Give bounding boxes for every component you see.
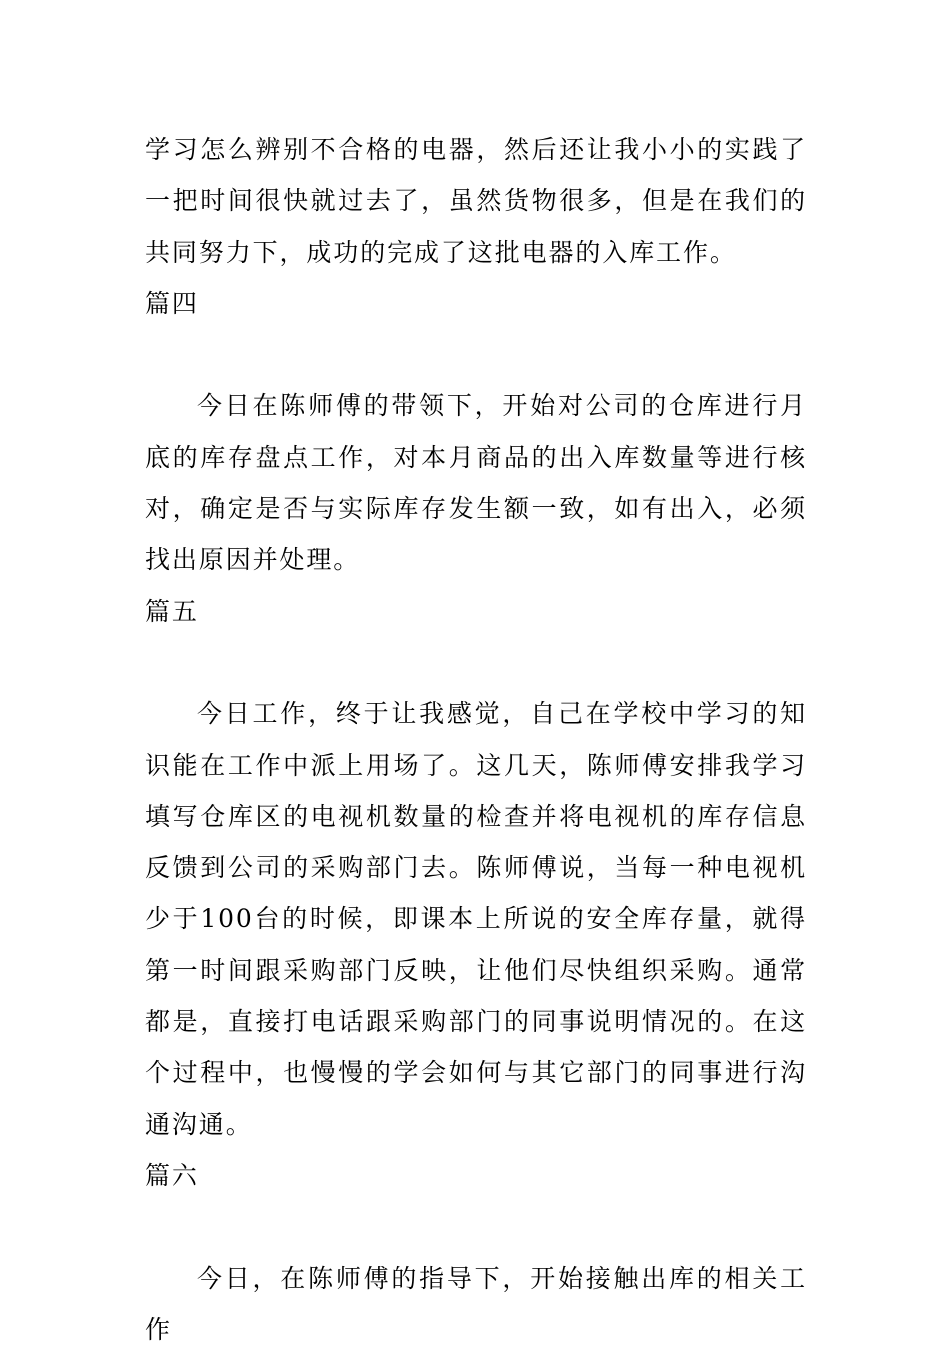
paragraph-section-4: 今日在陈师傅的带领下，开始对公司的仓库进行月底的库存盘点工作，对本月商品的出入库数量等进行核对，确定是否与实际库存发生额一致，如有出入，必须找出原因并处理。: [145, 391, 807, 575]
paragraph-section-5: 今日工作，终于让我感觉，自己在学校中学习的知识能在工作中派上用场了。这几天，陈师傅安排我学习填写仓库区的电视机数量的检查并将电视机的库存信息反馈到公司的采购部门去。陈师傅说，当每一种电视机少于100台的时候，即课本上所说的安全库存量，就得第一时间跟采购部门反映，让他们尽快组织采购。通常都是，直接打电话跟采购部门的同事说明情况的。在这个过程中，也慢慢的学会如何与其它部门的同事进行沟通沟通。: [145, 699, 807, 1139]
document-body: [145, 124, 807, 1355]
blank-line: [145, 329, 807, 380]
blank-line: [145, 1201, 807, 1252]
section-heading-6: 篇六: [145, 1160, 199, 1190]
paragraph-intro: 学习怎么辨别不合格的电器，然后还让我小小的实践了一把时间很快就过去了，虽然货物很多，但是在我们的共同努力下，成功的完成了这批电器的入库工作。: [145, 135, 807, 267]
section-heading-5: 篇五: [145, 596, 199, 626]
blank-line: [145, 637, 807, 688]
section-heading-4: 篇四: [145, 288, 199, 318]
paragraph-section-6: 今日，在陈师傅的指导下，开始接触出库的相关工作: [145, 1263, 807, 1344]
